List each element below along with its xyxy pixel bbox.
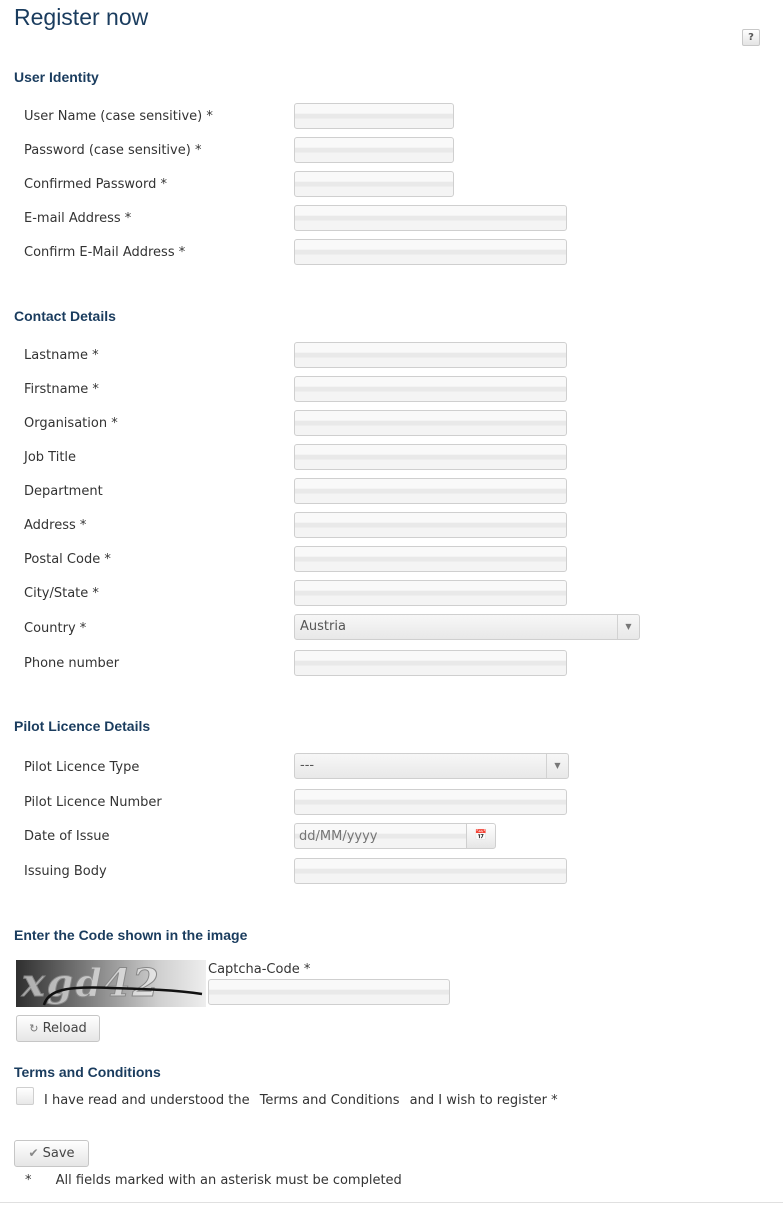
licence-type-label: Pilot Licence Type: [24, 760, 140, 775]
required-asterisk: *: [25, 1173, 32, 1188]
terms-text-after: and I wish to register *: [409, 1093, 558, 1108]
required-note: [25, 1173, 402, 1188]
job-title-input[interactable]: [294, 444, 567, 470]
organisation-label: Organisation *: [24, 416, 118, 431]
licence-type-value: ---: [300, 758, 315, 773]
date-of-issue-label: Date of Issue: [24, 829, 110, 844]
reload-button[interactable]: [16, 1015, 100, 1042]
date-of-issue-input[interactable]: [294, 823, 466, 849]
firstname-label: Firstname *: [24, 382, 99, 397]
city-state-label: City/State *: [24, 586, 99, 601]
organisation-input[interactable]: [294, 410, 567, 436]
lastname-label: Lastname *: [24, 348, 99, 363]
required-note-text: All fields marked with an asterisk must be completed: [55, 1173, 402, 1188]
password-label: Password (case sensitive) *: [24, 143, 202, 158]
confirm-email-label: Confirm E-Mail Address *: [24, 245, 186, 260]
calendar-icon[interactable]: 📅: [466, 823, 496, 849]
page-title: Register now: [14, 4, 149, 30]
issuing-body-input[interactable]: [294, 858, 567, 884]
refresh-icon: ↻: [29, 1022, 39, 1035]
chevron-down-icon[interactable]: ▼: [546, 754, 568, 778]
address-label: Address *: [24, 518, 87, 533]
licence-number-input[interactable]: [294, 789, 567, 815]
section-heading-user-identity: User Identity: [14, 69, 99, 85]
confirm-password-input[interactable]: [294, 171, 454, 197]
terms-text-before: I have read and understood the: [44, 1093, 250, 1108]
section-heading-pilot-licence: Pilot Licence Details: [14, 718, 151, 734]
country-select-value: Austria: [300, 619, 346, 634]
captcha-image: [16, 960, 206, 1007]
issuing-body-label: Issuing Body: [24, 864, 107, 879]
terms-checkbox[interactable]: [16, 1087, 34, 1105]
licence-type-select[interactable]: [294, 753, 569, 779]
firstname-input[interactable]: [294, 376, 567, 402]
username-label: User Name (case sensitive) *: [24, 109, 213, 124]
reload-button-label: Reload: [42, 1021, 87, 1036]
department-input[interactable]: [294, 478, 567, 504]
bottom-divider: [0, 1202, 783, 1203]
lastname-input[interactable]: [294, 342, 567, 368]
confirm-password-label: Confirmed Password *: [24, 177, 167, 192]
postal-code-input[interactable]: [294, 546, 567, 572]
licence-number-label: Pilot Licence Number: [24, 795, 162, 810]
captcha-image-text: xgd42: [22, 960, 161, 1005]
phone-label: Phone number: [24, 656, 120, 671]
checkmark-icon: ✔: [28, 1146, 39, 1160]
chevron-down-icon[interactable]: ▼: [617, 615, 639, 639]
country-select[interactable]: [294, 614, 640, 640]
terms-statement: [44, 1093, 558, 1108]
department-label: Department: [24, 484, 103, 499]
captcha-code-label: Captcha-Code *: [208, 962, 311, 977]
username-input[interactable]: [294, 103, 454, 129]
postal-code-label: Postal Code *: [24, 552, 111, 567]
question-mark-icon[interactable]: ?: [742, 29, 760, 46]
section-heading-contact-details: Contact Details: [14, 308, 116, 324]
captcha-noise-line: [16, 960, 206, 1007]
phone-input[interactable]: [294, 650, 567, 676]
email-input[interactable]: [294, 205, 567, 231]
city-state-input[interactable]: [294, 580, 567, 606]
confirm-email-input[interactable]: [294, 239, 567, 265]
password-input[interactable]: [294, 137, 454, 163]
save-button[interactable]: [14, 1140, 89, 1167]
section-heading-terms: Terms and Conditions: [14, 1064, 161, 1080]
country-label: Country *: [24, 621, 87, 636]
address-input[interactable]: [294, 512, 567, 538]
save-button-label: Save: [42, 1146, 75, 1161]
captcha-code-input[interactable]: [208, 979, 450, 1005]
email-label: E-mail Address *: [24, 211, 132, 226]
section-heading-captcha: Enter the Code shown in the image: [14, 927, 248, 943]
terms-link[interactable]: Terms and Conditions: [259, 1093, 400, 1108]
job-title-label: Job Title: [24, 450, 77, 465]
